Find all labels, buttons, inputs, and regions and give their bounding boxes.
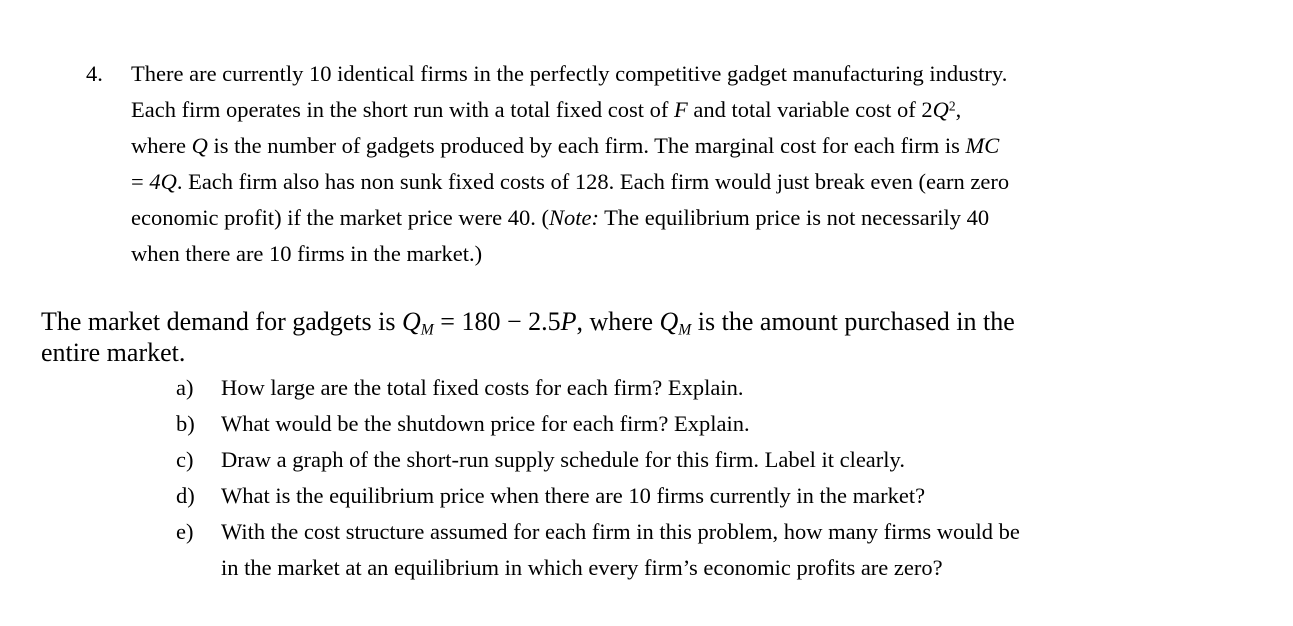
variable-Q: Q [402, 307, 421, 336]
text-run: where [131, 133, 192, 158]
text-run: The market demand for gadgets is [41, 307, 402, 336]
text-run: The equilibrium price is not necessarily 40 [598, 205, 990, 230]
problem-text [131, 56, 1216, 272]
question-e [176, 514, 1256, 586]
text-run: , [955, 97, 962, 122]
question-text: With the cost structure assumed for each firm in this problem, how many firms would be [221, 519, 1020, 544]
question-label: a) [176, 375, 194, 400]
intro-line [41, 306, 1241, 337]
variable-Q: Q [191, 133, 208, 158]
question-d [176, 478, 1256, 514]
problem-line [131, 92, 1216, 128]
text-run: . Each firm also has non sunk fixed costs of 128. Each firm would just break even (earn zero [176, 169, 1010, 194]
question-label: e) [176, 519, 194, 544]
text-run: and total variable cost of 2 [687, 97, 933, 122]
question-text: What would be the shutdown price for each firm? Explain. [221, 411, 750, 436]
problem-line [131, 128, 1216, 164]
subscript-M: M [420, 321, 434, 339]
question-label: c) [176, 447, 194, 472]
problem-line [131, 200, 1216, 236]
text-run: , where [576, 307, 660, 336]
variable-P: P [560, 307, 577, 336]
equation: 4Q [149, 169, 177, 194]
market-demand-paragraph [41, 306, 1241, 368]
variable-F: F [673, 97, 688, 122]
text-run: = 180 − 2.5 [433, 307, 561, 336]
question-a [176, 370, 1256, 406]
problem-line [131, 164, 1216, 200]
question-text: Draw a graph of the short-run supply schedule for this firm. Label it clearly. [221, 447, 905, 472]
note-label: Note: [548, 205, 599, 230]
question-label: b) [176, 411, 195, 436]
subscript-M: M [678, 321, 692, 339]
question-c [176, 442, 1256, 478]
problem-line: There are currently 10 identical firms in the perfectly competitive gadget manufacturing industry. [131, 61, 1008, 86]
question-text-continued: in the market at an equilibrium in which every firm’s economic profits are zero? [221, 555, 943, 580]
problem-line: when there are 10 firms in the market.) [131, 241, 483, 266]
question-label: d) [176, 483, 195, 508]
text-run: is the number of gadgets produced by each firm. The marginal cost for each firm is [207, 133, 966, 158]
question-list [176, 370, 1256, 586]
problem-number: 4. [86, 61, 103, 86]
question-text: What is the equilibrium price when there are 10 firms currently in the market? [221, 483, 926, 508]
text-run: is the amount purchased in the [691, 307, 1015, 336]
variable-Q: Q [932, 97, 949, 122]
text-run: Each firm operates in the short run with a total fixed cost of [131, 97, 674, 122]
variable-MC: MC [965, 133, 1000, 158]
intro-line: entire market. [41, 338, 186, 367]
exponent: 2 [948, 98, 956, 114]
question-text: How large are the total fixed costs for each firm? Explain. [221, 375, 744, 400]
question-b [176, 406, 1256, 442]
text-run: economic profit) if the market price were 40. ( [131, 205, 549, 230]
text-run: = [131, 169, 150, 194]
variable-Q: Q [659, 307, 679, 336]
problem-4 [86, 56, 1216, 272]
